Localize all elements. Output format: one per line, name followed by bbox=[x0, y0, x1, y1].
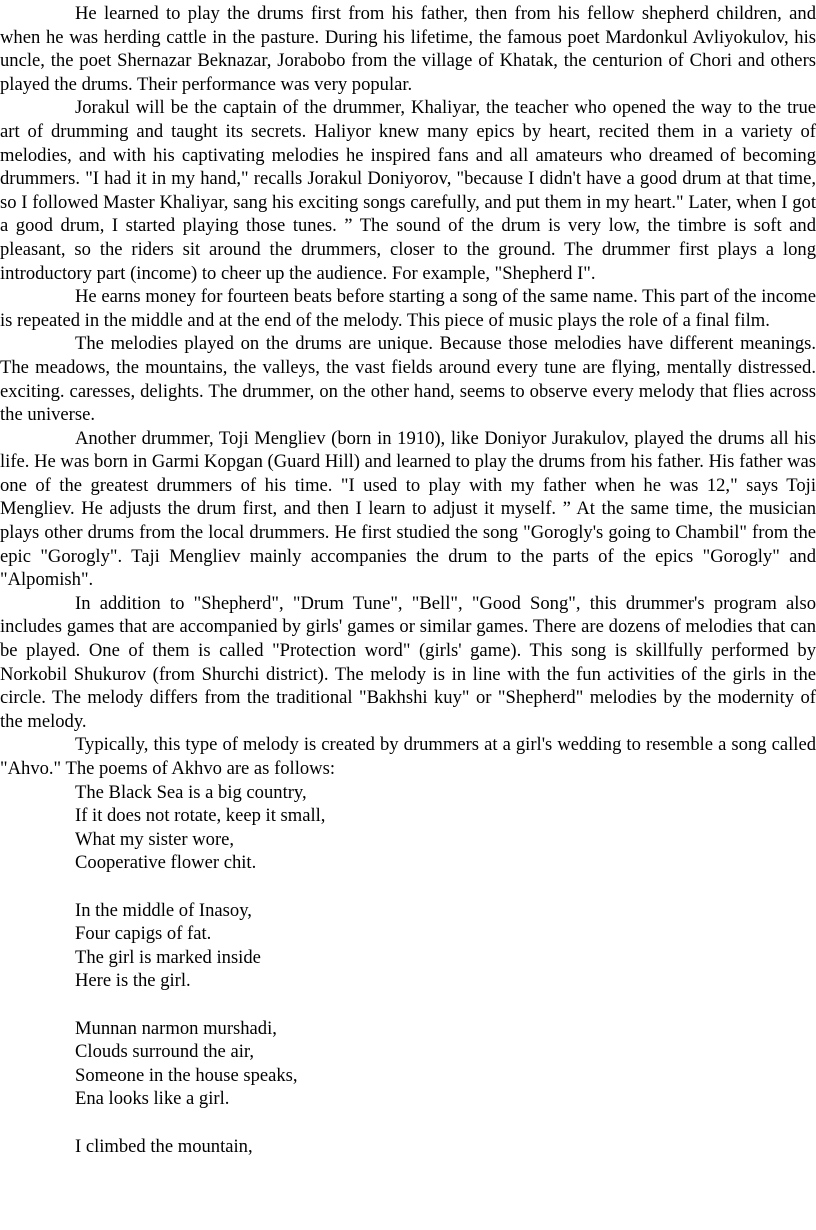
poem-stanza bbox=[0, 899, 816, 993]
poem-line: Someone in the house speaks, bbox=[75, 1064, 298, 1086]
poem-line: Cooperative flower chit. bbox=[75, 852, 257, 874]
poem-line: The girl is marked inside bbox=[75, 946, 261, 968]
paragraph: The melodies played on the drums are unique. Because those melodies have different meanings. The meadows, the mountains, the valleys, the vast fields around every tune are flying, mentally distressed. exciting. caresses, delights. The drummer, on the other hand, seems to observe every melody that flies across the universe. bbox=[0, 333, 816, 426]
paragraph: Jorakul will be the captain of the drummer, Khaliyar, the teacher who opened the way to the true art of drumming and taught its secrets. Haliyor knew many epics by heart, recited them in a variety of melodies, and with his captivating melodies he inspired fans and all amateurs who dreamed of becoming drummers. "I had it in my hand," recalls Jorakul Doniyorov, "because I didn't have a good drum at that time, so I followed Master Khaliyar, sang his exciting songs carefully, and put them in my heart." Later, when I got a good drum, I started playing those tunes. ” The sound of the drum is very low, the timbre is soft and pleasant, so the riders sit around the drummers, closer to the ground. The drummer first plays a long introductory part (income) to cheer up the audience. For example, "Shepherd I". bbox=[0, 97, 816, 284]
poem-line: In the middle of Inasoy, bbox=[75, 899, 252, 921]
poem-line: Munnan narmon murshadi, bbox=[75, 1017, 277, 1039]
poem-line: Here is the girl. bbox=[75, 970, 191, 992]
poem-stanza bbox=[0, 1017, 816, 1111]
poem-line: I climbed the mountain, bbox=[75, 1135, 253, 1157]
paragraph: In addition to "Shepherd", "Drum Tune", "Bell", "Good Song", this drummer's program also includes games that are accompanied by girls' games or similar games. There are dozens of melodies that can be played. One of them is called "Protection word" (girls' game). This song is skillfully performed by Norkobil Shukurov (from Shurchi district). The melody is in line with the fun activities of the girls in the circle. The melody differs from the traditional "Bakhshi kuy" or "Shepherd" melodies by the modernity of the melody. bbox=[0, 592, 816, 732]
paragraph: Another drummer, Toji Mengliev (born in 1910), like Doniyor Jurakulov, played the drums all his life. He was born in Garmi Kopgan (Guard Hill) and learned to play the drums from his father. His father was one of the greatest drummers of his time. "I used to play with my father when he was 12," says Toji Mengliev. He adjusts the drum first, and then I learn to adjust it myself. ” At the same time, the musician plays other drums from the local drummers. He first studied the song "Gorogly's going to Chambil" from the epic "Gorogly". Taji Mengliev mainly accompanies the drum to the parts of the epics "Gorogly" and "Alpomish". bbox=[0, 427, 816, 591]
poem bbox=[0, 781, 816, 1159]
paragraph: Typically, this type of melody is created by drummers at a girl's wedding to resemble a song called "Ahvo." The poems of Akhvo are as follows: bbox=[0, 734, 816, 779]
paragraph: He earns money for fourteen beats before starting a song of the same name. This part of the income is repeated in the middle and at the end of the melody. This piece of music plays the role of a final film. bbox=[0, 286, 816, 331]
poem-line: Ena looks like a girl. bbox=[75, 1088, 230, 1110]
poem-line: If it does not rotate, keep it small, bbox=[75, 805, 326, 827]
poem-stanza bbox=[0, 781, 816, 875]
paragraph: He learned to play the drums first from his father, then from his fellow shepherd children, and when he was herding cattle in the pasture. During his lifetime, the famous poet Mardonkul Avliyokulov, his uncle, the poet Shernazar Beknazar, Jorabobo from the village of Khatak, the centurion of Chori and others played the drums. Their performance was very popular. bbox=[0, 3, 816, 95]
poem-line: What my sister wore, bbox=[75, 828, 235, 850]
poem-line: Four capigs of fat. bbox=[75, 923, 212, 945]
poem-line: Clouds surround the air, bbox=[75, 1041, 254, 1063]
poem-line: The Black Sea is a big country, bbox=[75, 781, 307, 803]
poem-stanza bbox=[0, 1135, 816, 1159]
